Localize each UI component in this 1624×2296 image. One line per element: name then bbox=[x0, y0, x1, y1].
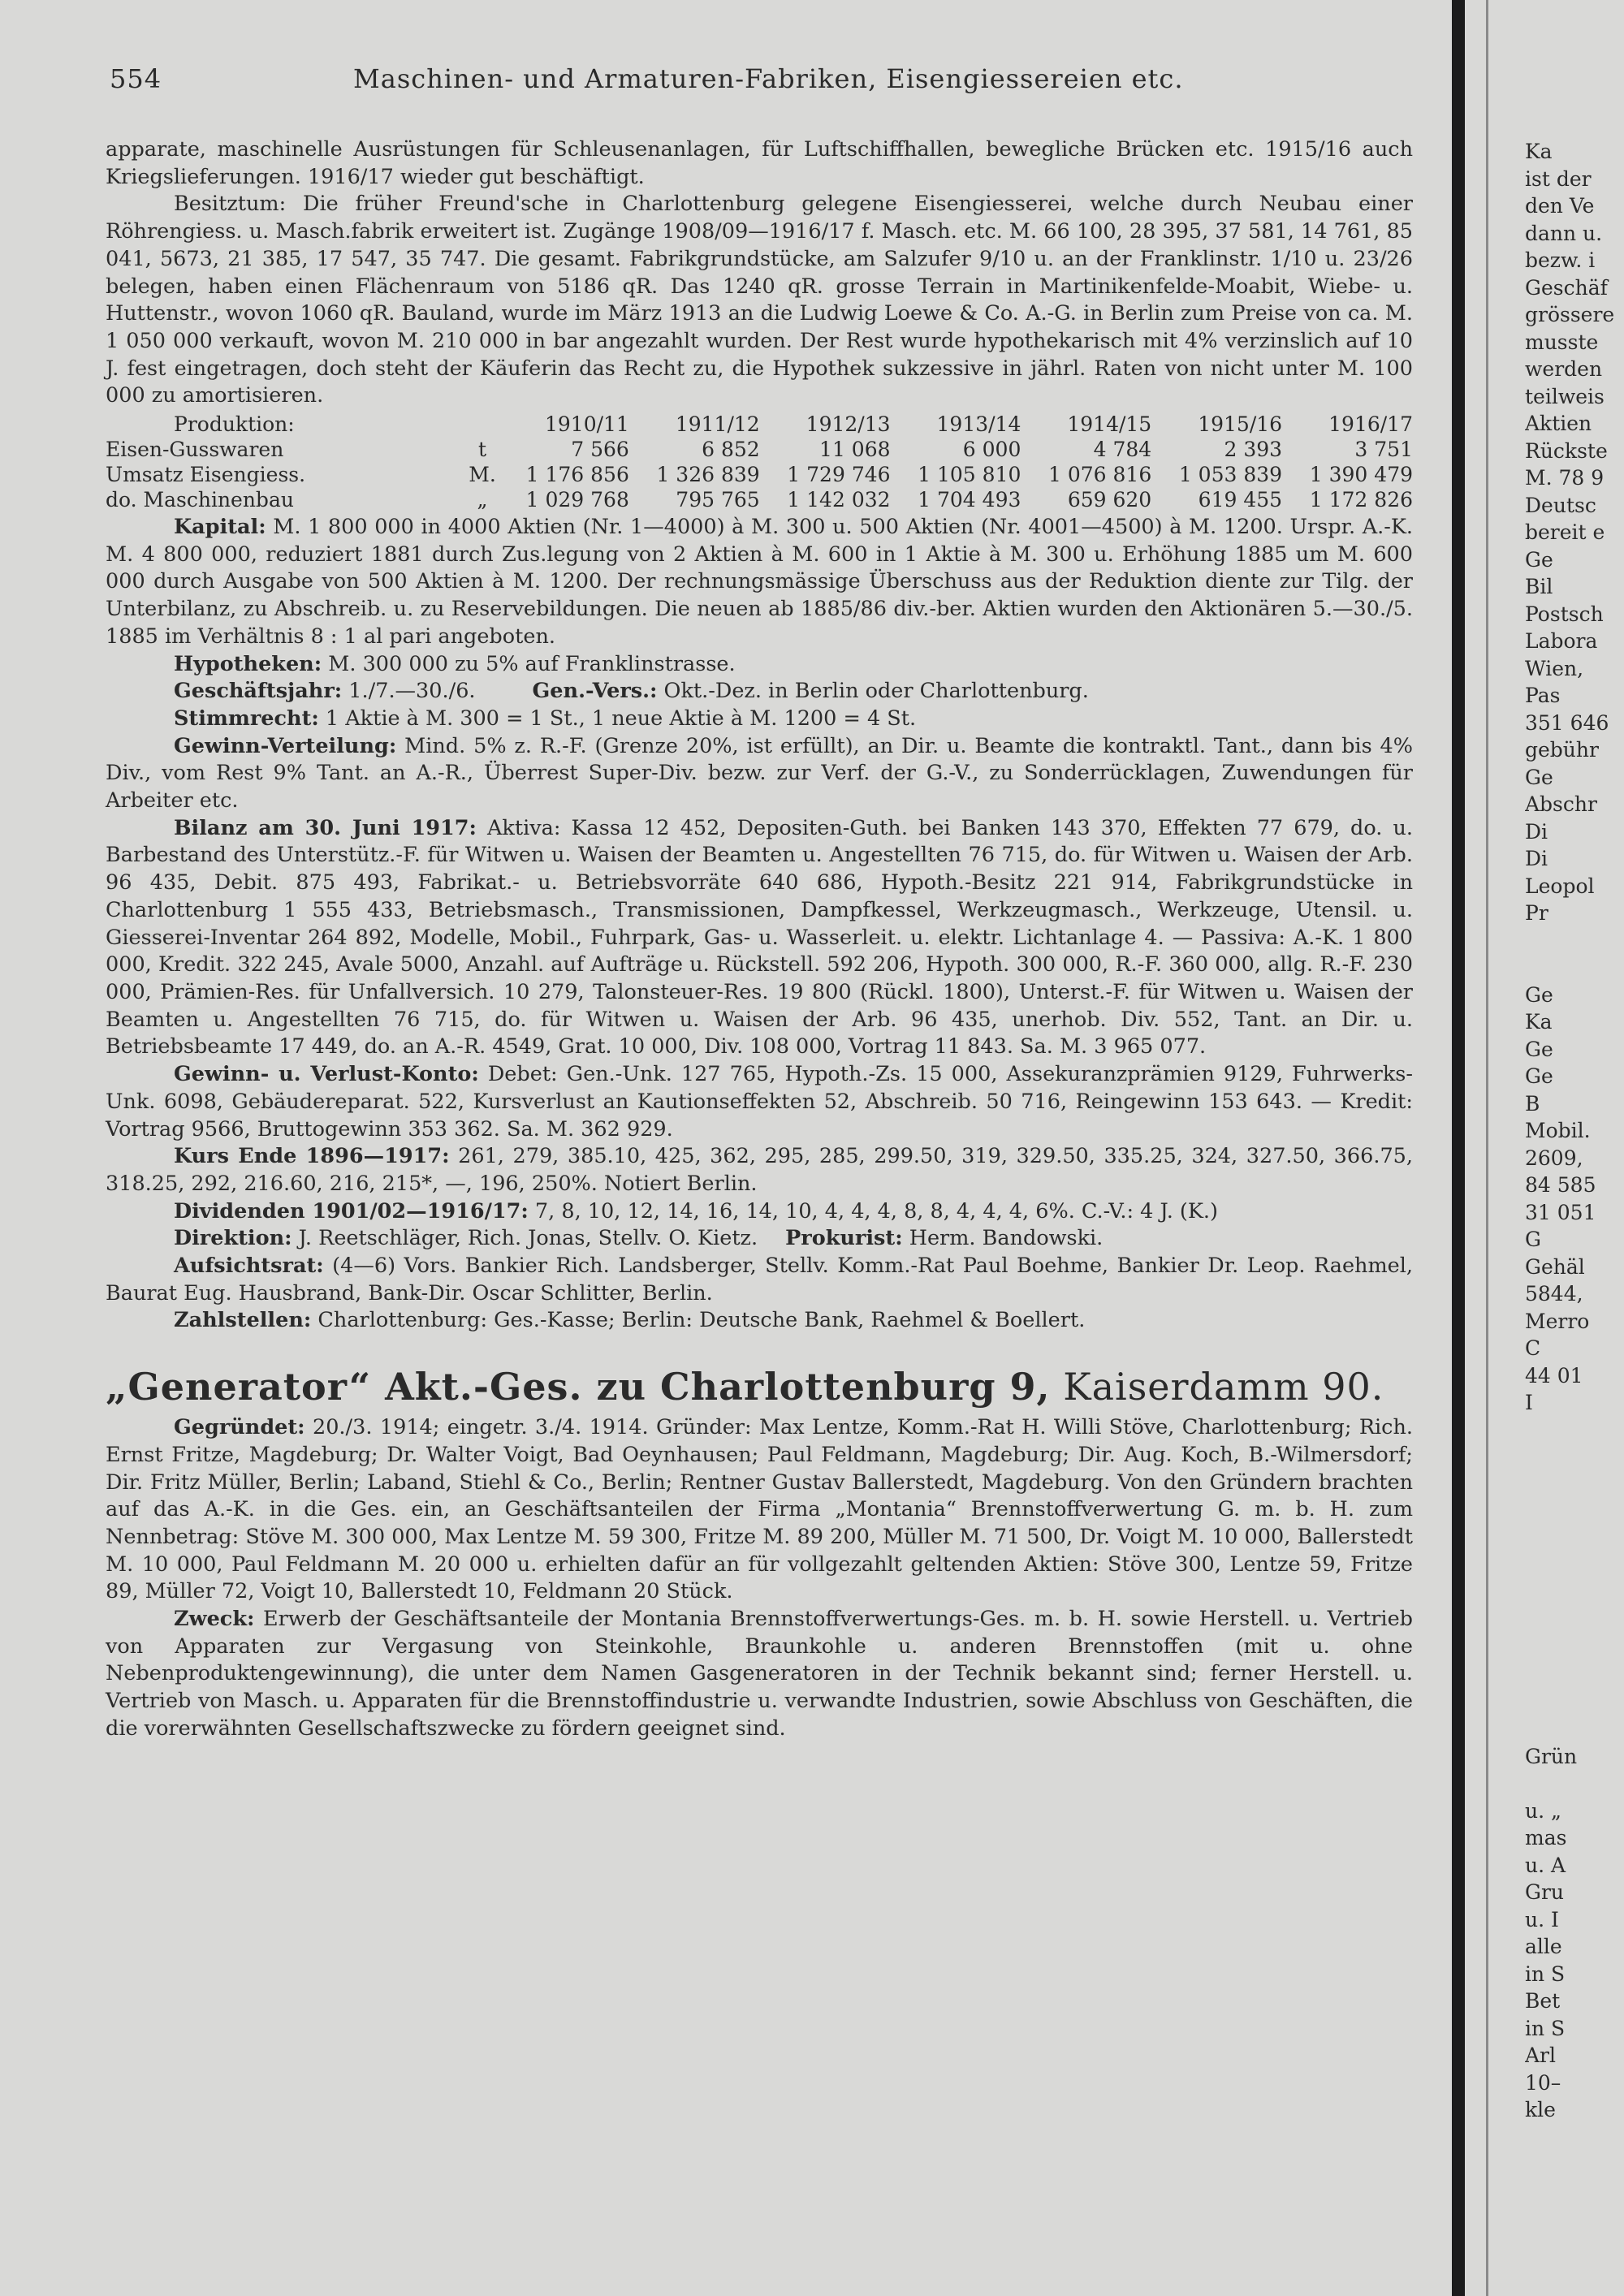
side-column-line: Grün bbox=[1525, 1744, 1578, 1768]
hypotheken-paragraph bbox=[106, 651, 1413, 679]
gegruendet-label: Gegründet: bbox=[174, 1415, 305, 1440]
table-cell: 795 765 bbox=[676, 488, 760, 512]
bilanz-label: Bilanz am 30. Juni 1917: bbox=[174, 815, 477, 840]
side-column-line: Mobil. bbox=[1525, 1119, 1591, 1142]
side-column-line: Arl bbox=[1525, 2044, 1557, 2067]
side-column-line: 31 051 bbox=[1525, 1200, 1596, 1224]
side-column-line bbox=[1525, 1634, 1624, 1662]
side-column-line bbox=[1525, 1580, 1624, 1608]
side-column-line: mas bbox=[1525, 1826, 1567, 1849]
aufsichtsrat-paragraph bbox=[106, 1253, 1413, 1307]
bilanz-paragraph bbox=[106, 815, 1413, 1061]
side-column-line: Wien, bbox=[1525, 656, 1584, 680]
side-column-line: in S bbox=[1525, 1962, 1566, 1986]
side-column-line: Ka bbox=[1525, 1010, 1553, 1034]
row-label: Umsatz Eisengiess. bbox=[106, 463, 306, 487]
table-cell: 7 566 bbox=[571, 438, 629, 462]
year-cell: 1915/16 bbox=[1198, 412, 1283, 437]
dividenden-text: 7, 8, 10, 12, 14, 16, 14, 10, 4, 4, 4, 8, 8, 4, 4, 4, 6%. C.-V.: 4 J. (K.) bbox=[528, 1198, 1218, 1224]
main-column bbox=[106, 136, 1413, 1743]
dividenden-paragraph bbox=[106, 1198, 1413, 1226]
side-column-line: bereit e bbox=[1525, 520, 1605, 544]
table-cell: 1 326 839 bbox=[656, 463, 760, 487]
side-column-line: werden bbox=[1525, 357, 1603, 381]
side-column-line: Abschr bbox=[1525, 792, 1597, 816]
side-column-line: dann u. bbox=[1525, 221, 1603, 245]
table-cell: 1 704 493 bbox=[918, 488, 1021, 512]
row-unit: „ bbox=[477, 488, 488, 512]
page-gutter-line bbox=[1486, 0, 1488, 2296]
company-name: „Generator“ Akt.-Ges. zu Charlottenburg 9, bbox=[106, 1365, 1051, 1409]
table-cell: 1 729 746 bbox=[787, 463, 891, 487]
side-column-line: 44 01 bbox=[1525, 1363, 1583, 1388]
gewinn-verlust-label: Gewinn- u. Verlust-Konto: bbox=[174, 1062, 479, 1087]
table-cell: 1 053 839 bbox=[1178, 463, 1283, 487]
kurs-label: Kurs Ende 1896—1917: bbox=[174, 1144, 450, 1169]
side-column-line: Ge bbox=[1525, 765, 1553, 789]
row-label: do. Maschinenbau bbox=[106, 488, 294, 512]
table-cell: 619 455 bbox=[1198, 488, 1283, 512]
geschaeftsjahr-label: Geschäftsjahr: bbox=[174, 679, 343, 704]
direktion-text: J. Reetschläger, Rich. Jonas, Stellv. O. Kietz. bbox=[292, 1226, 758, 1251]
year-cell: 1910/11 bbox=[544, 412, 629, 437]
side-column-line: Ge bbox=[1525, 1037, 1553, 1061]
side-column-line: u. I bbox=[1525, 1907, 1559, 1931]
side-column-line: grössere bbox=[1525, 303, 1615, 326]
side-column-line: musste bbox=[1525, 330, 1599, 354]
table-cell: 1 172 826 bbox=[1309, 488, 1413, 512]
table-row bbox=[106, 487, 1413, 512]
stimmrecht-text: 1 Aktie à M. 300 = 1 St., 1 neue Aktie à M. 1200 = 4 St. bbox=[318, 706, 917, 731]
table-row bbox=[106, 437, 1413, 462]
side-column-line bbox=[1525, 927, 1624, 955]
table-cell: 2 393 bbox=[1224, 438, 1283, 462]
side-column-line: G bbox=[1525, 1228, 1541, 1251]
side-column-line: Pas bbox=[1525, 684, 1561, 707]
side-column-line: den Ve bbox=[1525, 194, 1595, 218]
side-column-line bbox=[1525, 1689, 1624, 1716]
side-column-line: B bbox=[1525, 1091, 1540, 1116]
year-cell: 1912/13 bbox=[806, 412, 891, 437]
gewinn-verlust-paragraph bbox=[106, 1061, 1413, 1143]
side-column-line: Ge bbox=[1525, 982, 1553, 1007]
table-cell: 4 784 bbox=[1093, 438, 1152, 462]
side-column-line bbox=[1525, 1444, 1624, 1471]
aufsichtsrat-text: (4—6) Vors. Bankier Rich. Landsberger, Stellv. Komm.-Rat Paul Boehme, Bankier Dr. Leop. Raehmel, Baurat Eug. Hausbrand, Bank-Dir. Oscar Schlitter, Berlin. bbox=[106, 1254, 1413, 1306]
side-column-line bbox=[1525, 1471, 1624, 1499]
table-cell: 1 105 810 bbox=[918, 463, 1021, 487]
side-column-line: Ge bbox=[1525, 547, 1553, 572]
side-column-line: Di bbox=[1525, 819, 1548, 844]
table-row bbox=[106, 462, 1413, 487]
zahlstellen-paragraph bbox=[106, 1307, 1413, 1335]
aufsichtsrat-label: Aufsichtsrat: bbox=[174, 1254, 324, 1279]
side-column-line: Merro bbox=[1525, 1309, 1590, 1333]
table-cell: 3 751 bbox=[1354, 438, 1413, 462]
gegruendet-paragraph bbox=[106, 1414, 1413, 1606]
table-cell: 6 852 bbox=[702, 438, 760, 462]
prokurist-text: Herm. Bandowski. bbox=[902, 1226, 1104, 1251]
kurs-text: 261, 279, 385.10, 425, 362, 295, 285, 299.50, 319, 329.50, 335.25, 324, 327.50, 366.75, 318.25, 292, 216.60, 216, 215*, —, 196, 250%. Notiert Berlin. bbox=[106, 1144, 1413, 1196]
side-column-line: Gehäl bbox=[1525, 1254, 1585, 1279]
dividenden-label: Dividenden 1901/02—1916/17: bbox=[174, 1198, 529, 1224]
side-column-line bbox=[1525, 1607, 1624, 1634]
direktion-label: Direktion: bbox=[174, 1226, 292, 1251]
gegruendet-text: 20./3. 1914; eingetr. 3./4. 1914. Gründer: Max Lentze, Komm.-Rat H. Willi Stöve, Charlottenburg; Rich. Ernst Fritze, Magdeburg; Dr. Walter Voigt, Bad Oeynhausen; Paul Feldmann, Magdeburg; Dir. Aug. Koch, B.-Wilmersdorf; Dir. Fritz Müller, Berlin; Laband, Stiehl & Co., Berlin; Rentner Gustav Ballerstedt, Magdeburg. Von den Gründern brachten auf das A.-K. in die Ges. ein, an Geschäftsanteilen der Firma „Montania“ Brennstoffverwertung G. m. b. H. zum Nennbetrag: Stöve M. 300 000, Max Lentze M. 59 300, Fritze M. 89 200, Müller M. 71 500, Dr. Voigt M. 10 000, Ballerstedt M. 10 000, Paul Feldmann M. 20 000 u. erhielten dafür an für vollgezahlt geltenden Aktien: Stöve 300, Lentze 59, Fritze 89, Müller 72, Voigt 10, Ballerstedt 10, Feldmann 20 Stück. bbox=[106, 1415, 1413, 1604]
side-column-line: 10– bbox=[1525, 2070, 1561, 2095]
side-column-line: alle bbox=[1525, 1935, 1562, 1958]
side-column-line: I bbox=[1525, 1391, 1533, 1414]
produktion-table bbox=[106, 412, 1413, 512]
stimmrecht-paragraph bbox=[106, 706, 1413, 733]
year-cell: 1913/14 bbox=[936, 412, 1021, 437]
prokurist-label: Prokurist: bbox=[785, 1226, 903, 1251]
side-column-line: Geschäf bbox=[1525, 275, 1608, 300]
side-column-line: in S bbox=[1525, 2016, 1566, 2040]
side-column-line bbox=[1525, 1716, 1624, 1743]
bilanz-text: Aktiva: Kassa 12 452, Depositen-Guth. bei Banken 143 370, Effekten 77 679, do. u. Barbestand des Unterstütz.-F. für Witwen u. Waisen der Beamten u. Angestellten 76 715, do. für Witwen u. Waisen der Arb. 96 435, Debit. 875 493, Fabrikat.- u. Betriebsvorräte 640 686, Hypoth.-Besitz 221 914, Fabrikgrundstücke in Charlottenburg 1 555 433, Betriebsmasch., Transmissionen, Dampfkessel, Werkzeugmasch., Werkzeuge, Utensil. u. Giesserei-Inventar 264 892, Modelle, Mobil., Fuhrpark, Gas- u. Wasserleit. u. elektr. Lichtanlage 4. — Passiva: A.-K. 1 800 000, Kredit. 322 245, Avale 5000, Anzahl. auf Aufträge u. Rückstell. 592 206, Hypoth. 300 000, R.-F. 360 000, allg. R.-F. 230 000, Prämien-Res. für Unfallversich. 10 279, Talonsteuer-Res. 19 800 (Rückl. 1800), Unterst.-F. für Witwen u. Waisen der Beamten u. Angestellten 76 715, do. für Witwen u. Waisen der Arb. 96 435, unerhob. Div. 552, Tant. an Dir. u. Betriebsbeamte 17 449, do. an A.-R. 4549, Grat. 10 000, Div. 108 000, Vortrag 11 843. Sa. M. 3 965 077. bbox=[106, 815, 1413, 1060]
geschaeftsjahr-text: 1./7.—30./6. bbox=[342, 679, 476, 704]
side-column-line: Pr bbox=[1525, 901, 1548, 925]
side-column-line: gebühr bbox=[1525, 738, 1599, 762]
zahlstellen-label: Zahlstellen: bbox=[174, 1308, 312, 1333]
side-column-line: Gru bbox=[1525, 1880, 1565, 1904]
side-column-line: 351 646 bbox=[1525, 710, 1609, 735]
side-column-line: Aktien bbox=[1525, 412, 1592, 435]
table-cell: 1 029 768 bbox=[525, 488, 629, 512]
zahlstellen-text: Charlottenburg: Ges.-Kasse; Berlin: Deutsche Bank, Raehmel & Boellert. bbox=[311, 1308, 1086, 1333]
page-number: 554 bbox=[110, 63, 162, 94]
kurs-paragraph bbox=[106, 1143, 1413, 1198]
kapital-text: M. 1 800 000 in 4000 Aktien (Nr. 1—4000) à M. 300 u. 500 Aktien (Nr. 4001—4500) à M. 1200. Urspr. A.-K. M. 4 800 000, reduziert 1881 durch Zus.legung von 2 Aktien à M. 600 in 1 Aktie à M. 300 u. Erhöhung 1885 um M. 600 000 durch Ausgabe von 500 Aktien à M. 1200. Der rechnungsmässige Überschuss aus der Reduktion diente zur Tilg. der Unterbilanz, zu Abschreib. u. zu Reservebildungen. Die neuen ab 1885/86 div.-ber. Aktien wurden den Aktionären 5.—30./5. 1885 im Verhältnis 8 : 1 al pari angeboten. bbox=[106, 515, 1413, 649]
side-column-line: Leopol bbox=[1525, 874, 1595, 898]
kapital-label: Kapital: bbox=[174, 515, 266, 540]
year-cell: 1911/12 bbox=[675, 412, 760, 437]
row-unit: t bbox=[477, 438, 487, 462]
column-divider bbox=[1452, 0, 1465, 2296]
side-column-line: M. 78 9 bbox=[1525, 466, 1605, 490]
produktion-header-row bbox=[106, 412, 1413, 437]
side-column-line: 84 585 bbox=[1525, 1173, 1596, 1197]
table-cell: 1 142 032 bbox=[787, 488, 891, 512]
hypotheken-text: M. 300 000 zu 5% auf Franklinstrasse. bbox=[322, 651, 736, 676]
produktion-label: Produktion: bbox=[174, 412, 295, 437]
table-cell: 1 390 479 bbox=[1309, 463, 1413, 487]
zweck-label: Zweck: bbox=[174, 1607, 255, 1632]
side-column-line: u. „ bbox=[1525, 1798, 1561, 1823]
gen-vers-text: Okt.-Dez. in Berlin oder Charlottenburg. bbox=[657, 679, 1089, 704]
side-column-line: Labora bbox=[1525, 629, 1598, 653]
running-title: Maschinen- und Armaturen-Fabriken, Eisengiessereien etc. bbox=[353, 63, 1184, 94]
side-column-line: 2609, bbox=[1525, 1146, 1583, 1170]
table-cell: 659 620 bbox=[1067, 488, 1152, 512]
table-cell: 1 076 816 bbox=[1047, 463, 1152, 487]
zweck-paragraph bbox=[106, 1606, 1413, 1743]
adjacent-page-column bbox=[1525, 138, 1624, 2124]
zweck-text: Erwerb der Geschäftsanteile der Montania Brennstoffverwertungs-Ges. m. b. H. sowie Herstell. u. Vertrieb von Apparaten zur Vergasung von Steinkohle, Braunkohle u. anderen Brennstoffen (mit u. ohne Nebenproduktengewinnung), die unter dem Namen Gasgeneratoren in der Technik bekannt sind; ferner Herstell. u. Vertrieb von Masch. u. Apparaten für die Brennstoffindustrie u. verwandte Industrien, sowie Abschluss von Geschäften, die die vorerwähnten Gesellschaftszwecke zu fördern geeignet sind. bbox=[106, 1607, 1413, 1741]
besitztum-paragraph: Besitztum: Die früher Freund'sche in Charlottenburg gelegene Eisengiesserei, welche durch Neubau einer Röhrengiess. u. Masch.fabrik erweitert ist. Zugänge 1908/09—1916/17 f. Masch. etc. M. 66 100, 28 395, 37 581, 14 761, 85 041, 5673, 21 385, 17 547, 35 747. Die gesamt. Fabrikgrundstücke, am Salzufer 9/10 u. an der Franklinstr. 1/10 u. 23/26 belegen, haben einen Flächenraum von 5186 qR. Das 1240 qR. grosse Terrain in Martinikenfelde-Moabit, Wiebe- u. Huttenstr., wovon 1060 qR. Bauland, wurde im März 1913 an die Ludwig Loewe & Co. A.-G. in Berlin zum Preise von ca. M. 1 050 000 verkauft, wovon M. 210 000 in bar angezahlt wurden. Der Rest wurde hypothekarisch mit 4% verzinslich auf 10 J. fest eingetragen, doch steht der Käuferin das Recht zu, die Hypothek sukzessive in jährl. Raten von nicht unter M. 100 000 zu amortisieren. bbox=[106, 192, 1413, 408]
hypotheken-label: Hypotheken: bbox=[174, 651, 322, 676]
side-column-line: bezw. i bbox=[1525, 248, 1596, 272]
company-address: Kaiserdamm 90. bbox=[1050, 1365, 1384, 1409]
side-column-line bbox=[1525, 954, 1624, 982]
side-column-line bbox=[1525, 1552, 1624, 1580]
year-cell: 1914/15 bbox=[1067, 412, 1152, 437]
side-column-line: Ge bbox=[1525, 1064, 1553, 1088]
side-column-line: teilweis bbox=[1525, 384, 1605, 408]
table-cell: 1 176 856 bbox=[525, 463, 629, 487]
side-column-line: Di bbox=[1525, 847, 1548, 870]
side-column-line: 5844, bbox=[1525, 1282, 1583, 1306]
gewinn-verlust-text: Debet: Gen.-Unk. 127 765, Hypoth.-Zs. 15 000, Assekuranzprämien 9129, Fuhrwerks-Unk. 6098, Gebäudereparat. 522, Kursverlust an Kautionseffekten 52, Abschreib. 50 716, Reingewinn 153 643. — Kredit: Vortrag 9566, Bruttogewinn 353 362. Sa. M. 362 929. bbox=[106, 1062, 1413, 1142]
stimmrecht-label: Stimmrecht: bbox=[174, 706, 319, 731]
kapital-paragraph bbox=[106, 514, 1413, 651]
side-column-line: Ka bbox=[1525, 140, 1553, 163]
table-cell: 6 000 bbox=[962, 438, 1021, 462]
side-column-line: Postsch bbox=[1525, 602, 1604, 626]
side-column-line: Bil bbox=[1525, 575, 1553, 598]
side-column-line bbox=[1525, 1661, 1624, 1689]
row-label: Eisen-Gusswaren bbox=[106, 438, 284, 462]
table-cell: 11 068 bbox=[819, 438, 891, 462]
side-column-line bbox=[1525, 1526, 1624, 1553]
direktion-paragraph bbox=[106, 1225, 1413, 1253]
side-column-line: Deutsc bbox=[1525, 493, 1596, 517]
intro-paragraph: apparate, maschinelle Ausrüstungen für Schleusenanlagen, für Luftschiffhallen, bewegliche Brücken etc. 1915/16 auch Kriegslieferungen. 1916/17 wieder gut beschäftigt. bbox=[106, 137, 1413, 189]
gewinn-verteilung-text: Mind. 5% z. R.-F. (Grenze 20%, ist erfüllt), an Dir. u. Beamte die kontraktl. Tant., dann bis 4% Div., vom Rest 9% Tant. an A.-R., Überrest Super-Div. bezw. zur Verf. der G.-V., zu Sonderrücklagen, Zuwendungen für Arbeiter etc. bbox=[106, 733, 1413, 814]
side-column-line: ist der bbox=[1525, 166, 1592, 191]
row-unit: M. bbox=[469, 463, 496, 487]
side-column-line: u. A bbox=[1525, 1853, 1566, 1877]
side-column-line bbox=[1525, 1770, 1624, 1798]
company-heading bbox=[106, 1364, 1413, 1409]
gewinn-verteilung-label: Gewinn-Verteilung: bbox=[174, 733, 397, 758]
side-column-line: Rückste bbox=[1525, 438, 1608, 463]
side-column-line: Bet bbox=[1525, 1989, 1561, 2013]
gen-vers-label: Gen.-Vers.: bbox=[532, 679, 658, 704]
side-column-line: kle bbox=[1525, 2098, 1556, 2121]
side-column-line: C bbox=[1525, 1336, 1541, 1360]
year-cell: 1916/17 bbox=[1328, 412, 1413, 437]
geschaeftsjahr-paragraph bbox=[106, 678, 1413, 706]
side-column-line bbox=[1525, 1498, 1624, 1526]
side-column-line bbox=[1525, 1417, 1624, 1444]
gewinn-verteilung-paragraph bbox=[106, 733, 1413, 815]
